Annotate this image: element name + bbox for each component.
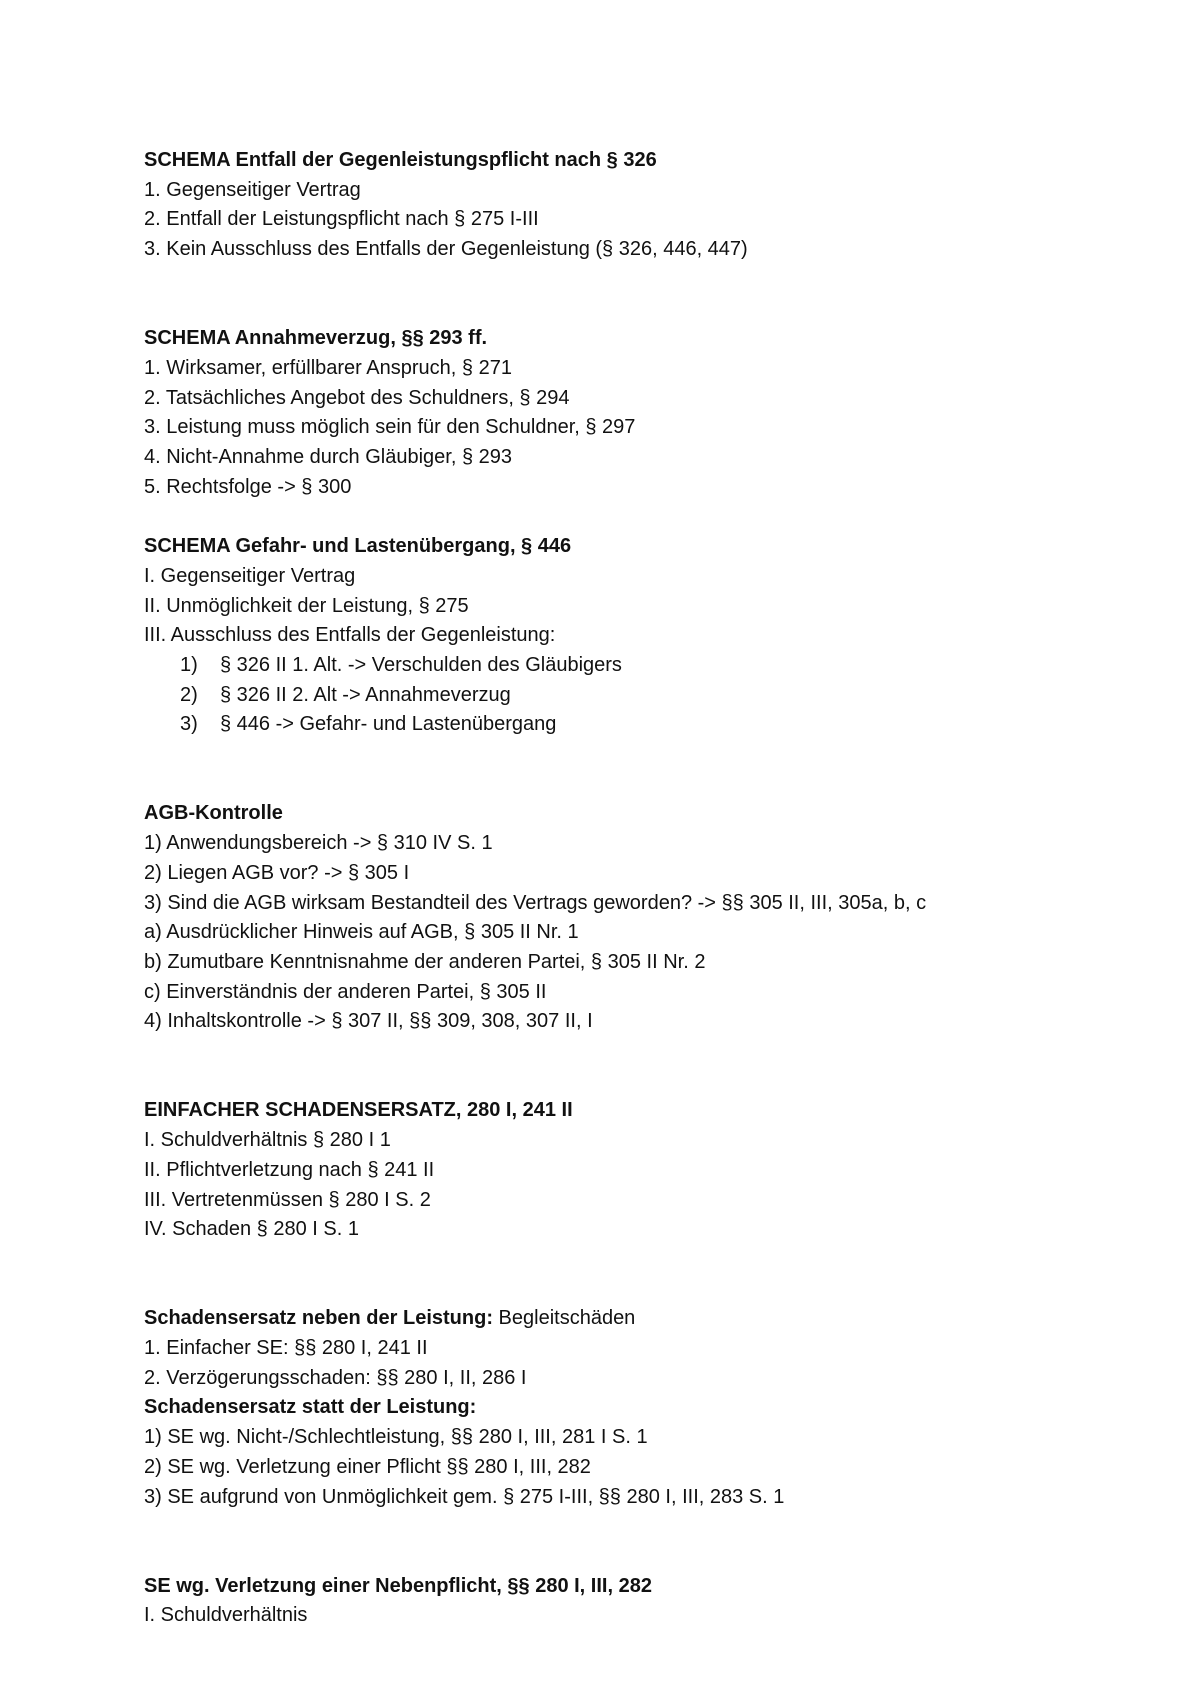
list-item: 1. Gegenseitiger Vertrag — [144, 178, 361, 201]
list-item: I. Schuldverhältnis § 280 I 1 — [144, 1129, 391, 1152]
section-heading-bold: Schadensersatz neben der Leistung: — [144, 1307, 493, 1330]
section-heading-agb-kontrolle: AGB-Kontrolle — [144, 802, 283, 825]
list-item: 3. Kein Ausschluss des Entfalls der Gegenleistung (§ 326, 446, 447) — [144, 238, 748, 261]
section-heading-suffix: Begleitschäden — [492, 1307, 636, 1330]
list-item: 2. Verzögerungsschaden: §§ 280 I, II, 286 I — [144, 1366, 527, 1389]
list-item: 3) Sind die AGB wirksam Bestandteil des Vertrags geworden? -> §§ 305 II, III, 305a, b, c — [144, 891, 927, 914]
list-item: III. Ausschluss des Entfalls der Gegenleistung: — [144, 624, 556, 647]
list-item: 2. Tatsächliches Angebot des Schuldners, § 294 — [144, 386, 570, 409]
spacer — [144, 740, 1084, 799]
list-item: 1. Einfacher SE: §§ 280 I, 241 II — [144, 1337, 428, 1360]
sub-list-number: 2) — [180, 683, 198, 706]
list-item: II. Unmöglichkeit der Leistung, § 275 — [144, 594, 469, 617]
section-heading-nebenpflicht: SE wg. Verletzung einer Nebenpflicht, §§ 280 I, III, 282 — [144, 1574, 652, 1597]
section-heading-einfacher-schadensersatz: EINFACHER SCHADENSERSATZ, 280 I, 241 II — [144, 1099, 573, 1122]
spacer — [144, 265, 1084, 324]
list-item: I. Gegenseitiger Vertrag — [144, 564, 356, 587]
spacer — [144, 1245, 1084, 1304]
sub-list-text: § 326 II 2. Alt -> Annahmeverzug — [220, 683, 511, 706]
list-item: c) Einverständnis der anderen Partei, § 305 II — [144, 980, 547, 1003]
list-item: III. Vertretenmüssen § 280 I S. 2 — [144, 1188, 431, 1211]
list-item: 2) Liegen AGB vor? -> § 305 I — [144, 861, 410, 884]
document-content — [144, 146, 1084, 1631]
sub-list-item — [144, 710, 1084, 740]
section-heading-gegenleistung: SCHEMA Entfall der Gegenleistungspflicht nach § 326 — [144, 149, 657, 171]
spacer — [144, 1037, 1084, 1096]
list-item: a) Ausdrücklicher Hinweis auf AGB, § 305 II Nr. 1 — [144, 921, 579, 944]
section-heading-schadensersatz-neben — [144, 1304, 1084, 1334]
sub-list-text: § 446 -> Gefahr- und Lastenübergang — [220, 713, 557, 736]
section-heading-annahmeverzug: SCHEMA Annahmeverzug, §§ 293 ff. — [144, 327, 488, 350]
list-item: 1. Wirksamer, erfüllbarer Anspruch, § 271 — [144, 356, 512, 379]
sub-list-number: 1) — [180, 653, 198, 676]
list-item: 4. Nicht-Annahme durch Gläubiger, § 293 — [144, 446, 512, 469]
section-heading-schadensersatz-statt: Schadensersatz statt der Leistung: — [144, 1396, 477, 1419]
list-item: 2. Entfall der Leistungspflicht nach § 275 I-III — [144, 208, 539, 231]
list-item: 2) SE wg. Verletzung einer Pflicht §§ 280 I, III, 282 — [144, 1455, 591, 1478]
sub-list-number: 3) — [180, 713, 198, 736]
list-item: 1) SE wg. Nicht-/Schlechtleistung, §§ 280 I, III, 281 I S. 1 — [144, 1426, 648, 1449]
list-item: 1) Anwendungsbereich -> § 310 IV S. 1 — [144, 832, 493, 855]
list-item: II. Pflichtverletzung nach § 241 II — [144, 1158, 435, 1181]
section-heading-gefahruebergang: SCHEMA Gefahr- und Lastenübergang, § 446 — [144, 535, 572, 558]
sub-list-item — [144, 651, 1084, 681]
list-item: IV. Schaden § 280 I S. 1 — [144, 1218, 359, 1241]
list-item: 3. Leistung muss möglich sein für den Schuldner, § 297 — [144, 416, 636, 439]
spacer — [144, 1512, 1084, 1571]
sub-list-text: § 326 II 1. Alt. -> Verschulden des Gläubigers — [220, 653, 622, 676]
spacer — [144, 502, 1084, 532]
list-item: 4) Inhaltskontrolle -> § 307 II, §§ 309, 308, 307 II, I — [144, 1010, 593, 1033]
list-item: I. Schuldverhältnis — [144, 1604, 308, 1627]
sub-list-item — [144, 681, 1084, 711]
list-item: 3) SE aufgrund von Unmöglichkeit gem. § 275 I-III, §§ 280 I, III, 283 S. 1 — [144, 1485, 785, 1508]
list-item: 5. Rechtsfolge -> § 300 — [144, 475, 352, 498]
list-item: b) Zumutbare Kenntnisnahme der anderen Partei, § 305 II Nr. 2 — [144, 950, 706, 973]
